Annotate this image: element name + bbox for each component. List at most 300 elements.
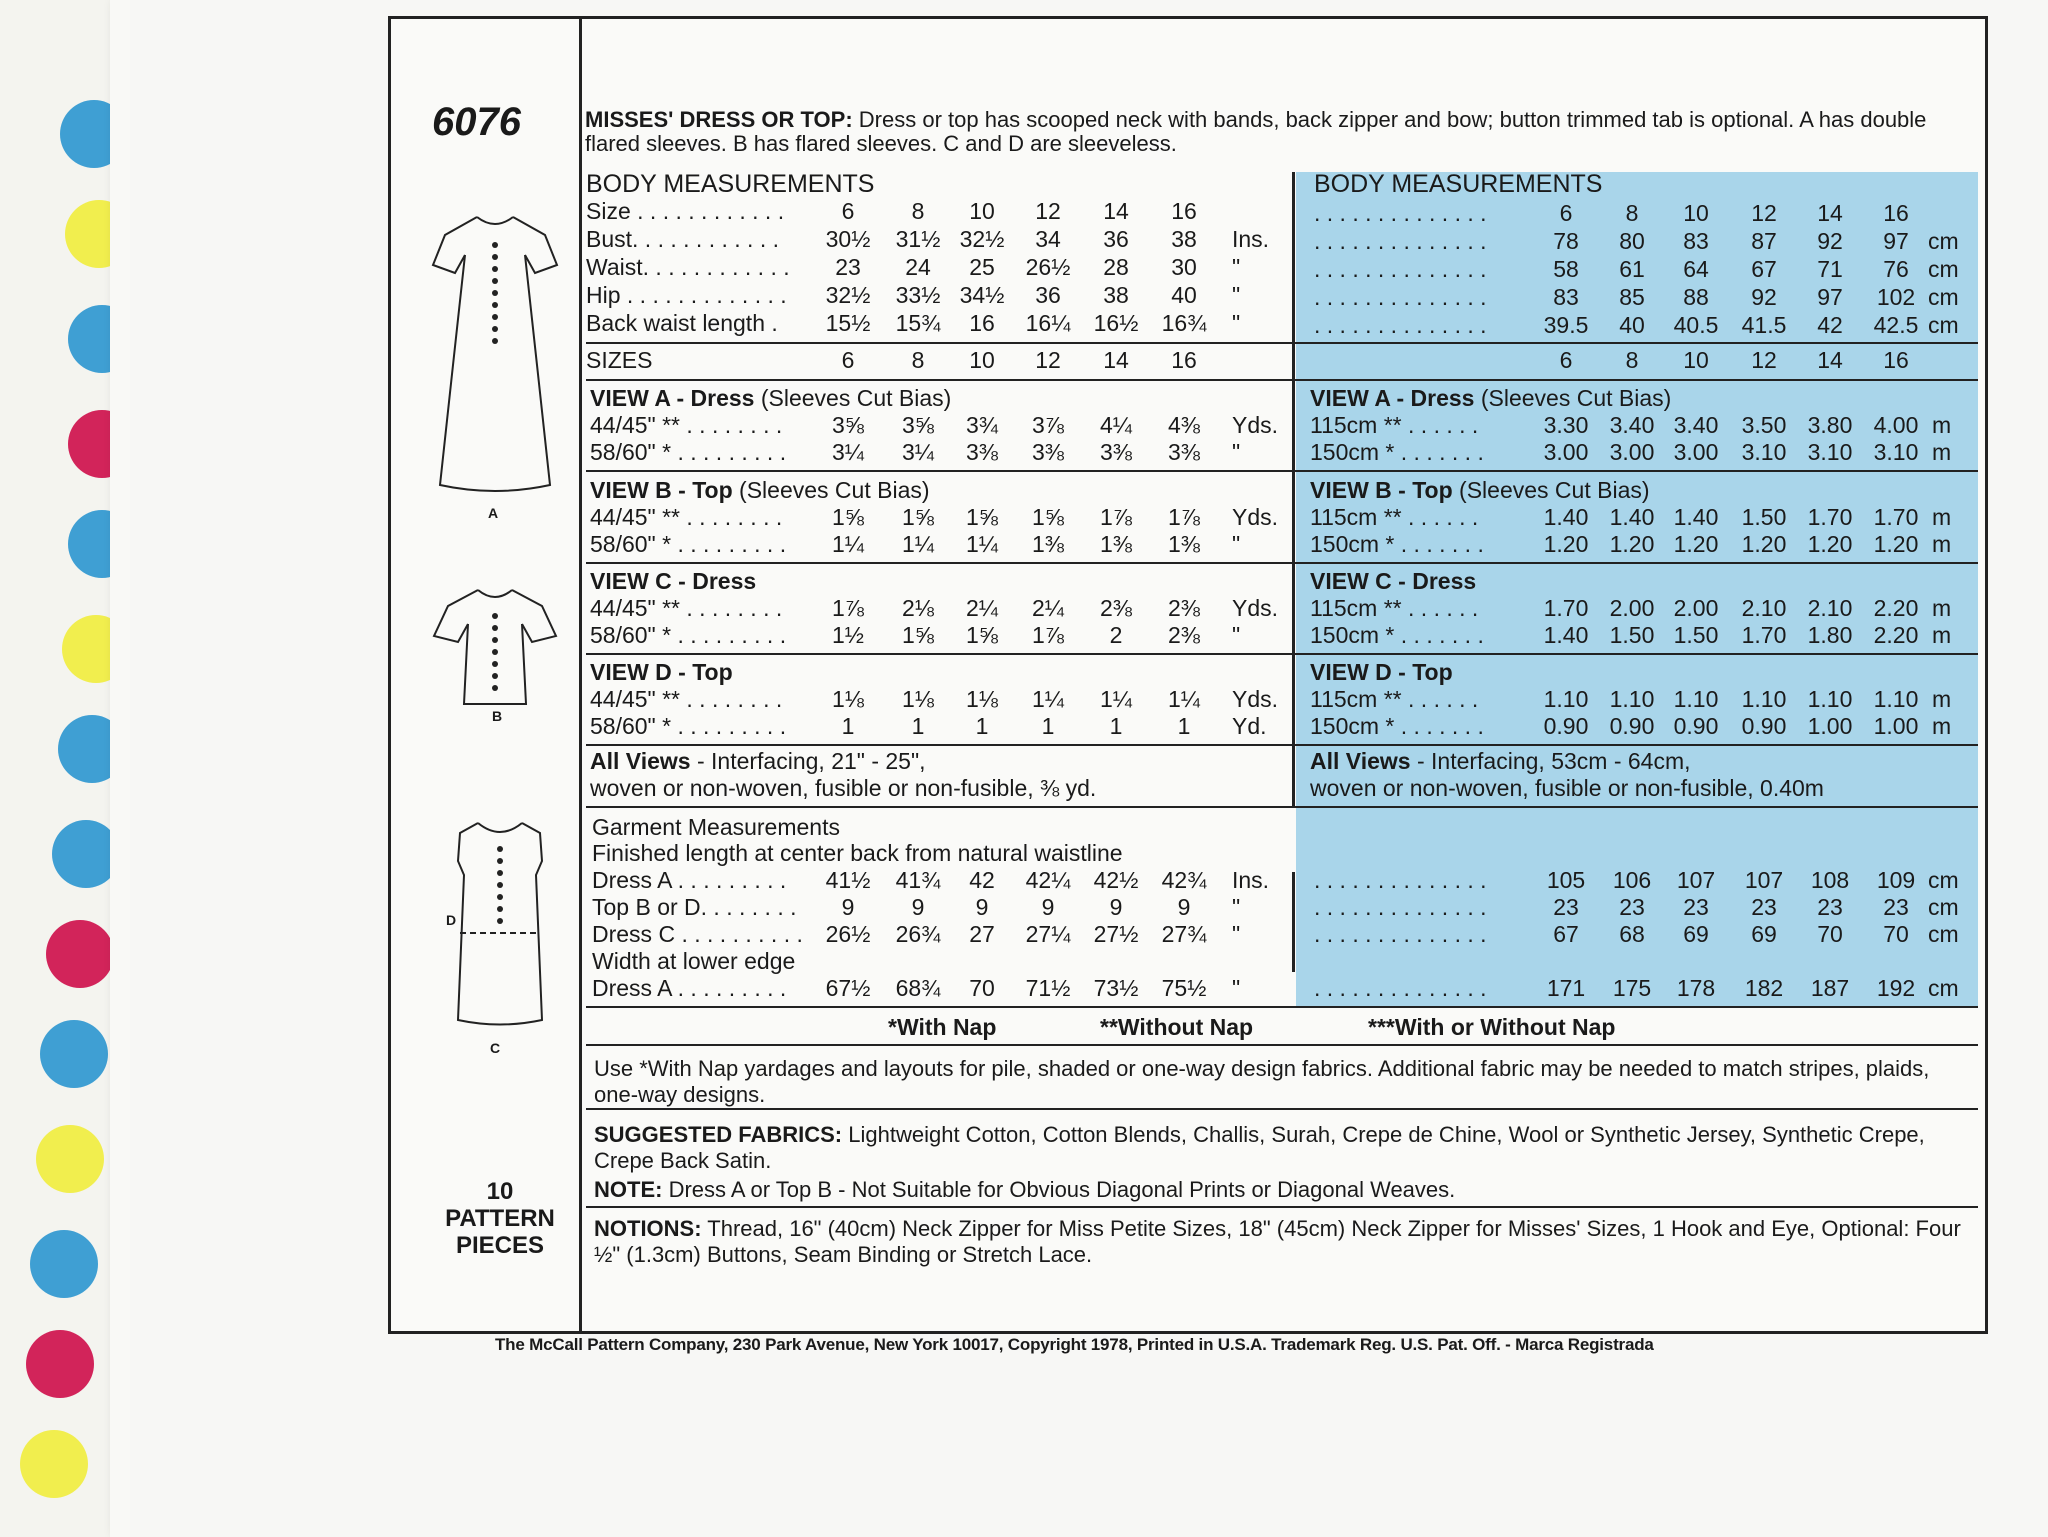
view-right-row: [0, 713, 2048, 740]
divider-notions: [586, 1206, 1978, 1208]
body-left-row-unit: Ins.: [1232, 226, 1270, 252]
garment-row-value: 41½: [825, 867, 871, 893]
garment-row-value: 71½: [1025, 975, 1071, 1001]
body-right-row-label: . . . . . . . . . . . . . .: [1314, 256, 1487, 282]
view-left-row-label: 44/45" ** . . . . . . . .: [590, 412, 783, 438]
body-left-row-value: 30: [1171, 254, 1197, 280]
body-left-row-value: 40: [1171, 282, 1197, 308]
view-left-row-value: 1¼: [1100, 686, 1132, 712]
view-right-row-value: 1.20: [1807, 531, 1853, 557]
garment-row-value: 9: [911, 894, 925, 920]
garment-row-label: Dress A . . . . . . . . .: [592, 867, 787, 893]
view-left-row-value: 1¼: [966, 531, 998, 557]
view-left-name: VIEW D - Top: [590, 659, 733, 685]
view-right-name: VIEW C - Dress: [1310, 568, 1477, 594]
body-right-row-value: 102: [1876, 284, 1916, 310]
view-left-row-value: 1⅞: [1032, 622, 1064, 648]
body-right-row-value: 41.5: [1741, 312, 1787, 338]
all-views-right-title: All Views: [1310, 748, 1411, 774]
body-right-row-value: 88: [1683, 284, 1709, 310]
view-left-title: [590, 477, 930, 504]
view-right-row-value: 3.80: [1807, 412, 1853, 438]
view-left-row-label: 58/60" * . . . . . . . . .: [590, 439, 787, 465]
body-right-row-value: 78: [1553, 228, 1579, 254]
view-left-row-value: 1⅝: [966, 622, 998, 648]
view-left-row-value: 1⅞: [1100, 504, 1132, 530]
color-dot: [20, 1430, 88, 1498]
body-right-row-value: 10: [1683, 200, 1709, 226]
garment-cm-row-value: 23: [1817, 894, 1843, 920]
garment-cm-row-value: 192: [1876, 975, 1916, 1001]
divider-view-0: [586, 470, 1978, 472]
view-right-row-label: 150cm * . . . . . . .: [1310, 713, 1484, 739]
view-left-name: VIEW C - Dress: [590, 568, 757, 594]
garment-cm-row-unit: cm: [1928, 975, 1959, 1001]
view-right-row: [0, 686, 2048, 713]
body-left-row-value: 33½: [895, 282, 941, 308]
garment-cm-row-value: 69: [1683, 921, 1709, 947]
view-right-row-label: 150cm * . . . . . . .: [1310, 439, 1484, 465]
view-left-row-unit: Yds.: [1232, 412, 1279, 438]
body-right-row-value: 83: [1683, 228, 1709, 254]
view-right-row-value: 1.20: [1741, 531, 1787, 557]
view-left-row-value: 1⅝: [1032, 504, 1064, 530]
view-right-note: (Sleeves Cut Bias): [1474, 385, 1672, 411]
garment-row-value: 42¾: [1161, 867, 1207, 893]
view-right-row-value: 1.70: [1807, 504, 1853, 530]
body-right-row-value: 40.5: [1673, 312, 1719, 338]
sizes-left-row-label: SIZES: [586, 347, 653, 373]
body-left-row-label: Waist. . . . . . . . . . . .: [586, 254, 790, 280]
garment-row-value: 27: [969, 921, 995, 947]
view-right-title: [1310, 568, 1476, 595]
body-left-row-unit: ": [1232, 310, 1241, 336]
sizes-right-row-value: 8: [1625, 347, 1639, 373]
view-right-row: [0, 622, 2048, 649]
view-left-note: (Sleeves Cut Bias): [754, 385, 952, 411]
description-title: MISSES' DRESS OR TOP:: [585, 107, 853, 132]
garment-row-value: 9: [1041, 894, 1055, 920]
body-left-title: BODY MEASUREMENTS: [586, 170, 875, 198]
view-right-row: [0, 595, 2048, 622]
body-right-row-value: 40: [1619, 312, 1645, 338]
view-left-row-value: 1⅜: [1032, 531, 1064, 557]
garment-cm-row-value: 187: [1810, 975, 1850, 1001]
garment-cm-row-value: 23: [1751, 894, 1777, 920]
body-left-row-value: 34: [1035, 226, 1061, 252]
garment-cm-row-label: . . . . . . . . . . . . . .: [1314, 975, 1487, 1001]
color-dot: [36, 1125, 104, 1193]
pieces-number: 10: [486, 1178, 514, 1205]
view-right-row-value: 2.10: [1807, 595, 1853, 621]
body-right-title: BODY MEASUREMENTS: [1314, 170, 1603, 198]
body-left-row-value: 23: [835, 254, 861, 280]
body-right-row-unit: cm: [1928, 256, 1959, 282]
body-left-row-value: 16½: [1093, 310, 1139, 336]
sizes-left-row-value: 16: [1171, 347, 1197, 373]
view-left-row-unit: ": [1232, 439, 1241, 465]
garment-row-value: 9: [1109, 894, 1123, 920]
view-right-row-value: 1.40: [1543, 504, 1589, 530]
view-left-row-value: 1⅝: [832, 504, 864, 530]
divider-view-2: [586, 653, 1978, 655]
body-right-row-value: 97: [1883, 228, 1909, 254]
garment-row-label: Top B or D. . . . . . . .: [592, 894, 797, 920]
all-views-left-text2: woven or non-woven, fusible or non-fusible, ⅜ yd.: [590, 775, 1097, 801]
body-right-row-value: 16: [1883, 200, 1909, 226]
view-left-row-value: 2¼: [1032, 595, 1064, 621]
view-right-row-value: 1.20: [1609, 531, 1655, 557]
view-right-row-value: 1.20: [1873, 531, 1919, 557]
view-left-row-value: 3⅜: [966, 439, 998, 465]
body-left-row-value: 16: [1171, 198, 1197, 224]
view-left-row-value: 1⅛: [902, 686, 934, 712]
view-right-row: [0, 412, 2048, 439]
garment-row-value: 42¼: [1025, 867, 1071, 893]
view-right-name: VIEW D - Top: [1310, 659, 1453, 685]
view-left-row-value: 3⅝: [902, 412, 934, 438]
view-left-row-value: 1: [841, 713, 855, 739]
view-right-row-unit: m: [1932, 504, 1952, 530]
sizes-left-row-value: 12: [1035, 347, 1061, 373]
body-right-row: [0, 228, 2048, 255]
view-left-row-label: 44/45" ** . . . . . . . .: [590, 686, 783, 712]
sizes-right-row-value: 14: [1817, 347, 1843, 373]
view-right-row-value: 3.30: [1543, 412, 1589, 438]
garment-cm-row-value: 178: [1676, 975, 1716, 1001]
body-right-row-value: 8: [1625, 200, 1639, 226]
body-right-row: [0, 256, 2048, 283]
body-right-row-value: 76: [1883, 256, 1909, 282]
view-left-row-value: 2⅜: [1100, 595, 1132, 621]
garment-cm-row-value: 107: [1744, 867, 1784, 893]
body-left-row-unit: ": [1232, 254, 1241, 280]
garment-cm-row: [0, 975, 2048, 1002]
garment-title: Garment Measurements: [592, 814, 840, 840]
body-left-row-value: 16¾: [1161, 310, 1207, 336]
garment-cm-row-value: 23: [1683, 894, 1709, 920]
view-left-row-value: 1⅜: [1100, 531, 1132, 557]
body-left-row-value: 34½: [959, 282, 1005, 308]
view-right-row-value: 4.00: [1873, 412, 1919, 438]
view-right-row-value: 0.90: [1673, 713, 1719, 739]
divider-views: [586, 379, 1978, 381]
view-right-row-value: 2.00: [1673, 595, 1719, 621]
view-left-title: [590, 568, 756, 595]
view-right-row-value: 3.40: [1673, 412, 1719, 438]
view-right-row: [0, 439, 2048, 466]
view-left-row-value: 3⅞: [1032, 412, 1064, 438]
body-right-row-value: 42.5: [1873, 312, 1919, 338]
view-left-row-value: 3⅜: [1100, 439, 1132, 465]
view-right-row-value: 2.20: [1873, 595, 1919, 621]
body-right-row-value: 87: [1751, 228, 1777, 254]
garment-cm-row: [0, 894, 2048, 921]
view-left-row-label: 44/45" ** . . . . . . . .: [590, 595, 783, 621]
body-right-row-value: 12: [1751, 200, 1777, 226]
garment-row-value: 73½: [1093, 975, 1139, 1001]
divider-use: [586, 1044, 1978, 1046]
body-left-row-value: 25: [969, 254, 995, 280]
garment-cm-row-label: . . . . . . . . . . . . . .: [1314, 867, 1487, 893]
view-right-row-value: 1.20: [1543, 531, 1589, 557]
view-left-name: VIEW B - Top: [590, 477, 733, 503]
body-right-row-value: 92: [1751, 284, 1777, 310]
garment-cm-row-value: 108: [1810, 867, 1850, 893]
notions-title: NOTIONS:: [594, 1216, 702, 1241]
garment-row-value: 41¾: [895, 867, 941, 893]
view-right-row-value: 0.90: [1609, 713, 1655, 739]
garment-cm-row-value: 107: [1676, 867, 1716, 893]
body-right-row-value: 61: [1619, 256, 1645, 282]
sizes-right-row-value: 6: [1559, 347, 1573, 373]
body-left-row-value: 28: [1103, 254, 1129, 280]
metric-divider: [1292, 172, 1295, 808]
sizes-left-row-value: 6: [841, 347, 855, 373]
note-block: [594, 1177, 1966, 1203]
view-left-row-value: 1⅛: [832, 686, 864, 712]
body-right-row: [0, 284, 2048, 311]
garment-cm-row-value: 23: [1619, 894, 1645, 920]
body-right-row-value: 6: [1559, 200, 1573, 226]
garment-cm-row-label: . . . . . . . . . . . . . .: [1314, 921, 1487, 947]
view-left-row-value: 1: [911, 713, 925, 739]
garment-cm-row: [0, 921, 2048, 948]
view-right-row-label: 115cm ** . . . . . .: [1310, 595, 1479, 621]
garment-row-unit: ": [1232, 975, 1241, 1001]
view-left-row-value: 1⅝: [966, 504, 998, 530]
garment-cm-row-value: 23: [1553, 894, 1579, 920]
garment-cm-row-value: 105: [1546, 867, 1586, 893]
view-right-row-unit: m: [1932, 412, 1952, 438]
view-right-row-value: 1.70: [1873, 504, 1919, 530]
view-left-row-value: 1¼: [832, 531, 864, 557]
view-right-row-value: 0.90: [1543, 713, 1589, 739]
body-right-row-value: 92: [1817, 228, 1843, 254]
sizes-right-row-value: 12: [1751, 347, 1777, 373]
garment-cm-row-value: 68: [1619, 921, 1645, 947]
garment-cm-row-value: 69: [1751, 921, 1777, 947]
body-right-row-value: 14: [1817, 200, 1843, 226]
view-left-row-value: 1⅛: [966, 686, 998, 712]
body-right-row-value: 58: [1553, 256, 1579, 282]
note-title: NOTE:: [594, 1177, 663, 1202]
sizes-left-row-value: 10: [969, 347, 995, 373]
body-left-row-value: 38: [1171, 226, 1197, 252]
color-dot: [40, 1020, 108, 1088]
garment-row-value: 75½: [1161, 975, 1207, 1001]
divider-garment: [586, 806, 1978, 808]
garment-row-value: 42: [969, 867, 995, 893]
view-left-row-label: 44/45" ** . . . . . . . .: [590, 504, 783, 530]
view-right-row-value: 1.70: [1543, 595, 1589, 621]
fabrics-block: [594, 1122, 1966, 1174]
pattern-number: 6076: [432, 100, 521, 144]
body-left-row-unit: ": [1232, 282, 1241, 308]
view-right-row-value: 3.00: [1543, 439, 1589, 465]
view-right-row-value: 1.10: [1673, 686, 1719, 712]
view-left-row-value: 3¼: [832, 439, 864, 465]
fabrics-text: Lightweight Cotton, Cotton Blends, Challis, Surah, Crepe de Chine, Wool or Synthetic Jersey, Synthetic Crepe, Crepe Back Satin.: [594, 1122, 1925, 1173]
body-left-row-label: Hip . . . . . . . . . . . . .: [586, 282, 787, 308]
view-left-row-value: 3¾: [966, 412, 998, 438]
sizes-right-row: [0, 347, 2048, 374]
garment-cm-row-unit: cm: [1928, 867, 1959, 893]
sizes-right-row-value: 16: [1883, 347, 1909, 373]
garment-cm-row-value: 70: [1817, 921, 1843, 947]
view-right-row-value: 3.50: [1741, 412, 1787, 438]
view-right-row-label: 115cm ** . . . . . .: [1310, 504, 1479, 530]
description-text: Dress or top has scooped neck with bands, back zipper and bow; button trimmed tab is optional. A has double flared sleeves. B has flared sleeves. C and D are sleeveless.: [585, 107, 1927, 156]
garment-cm-row-unit: cm: [1928, 894, 1959, 920]
garment-cm-row-value: 23: [1883, 894, 1909, 920]
garment-row-unit: ": [1232, 894, 1241, 920]
garment-cm-row-value: 67: [1553, 921, 1579, 947]
view-right-row-value: 1.10: [1807, 686, 1853, 712]
body-right-row-value: 42: [1817, 312, 1843, 338]
view-left-row-value: 4⅜: [1168, 412, 1200, 438]
view-c-label: C: [490, 1040, 501, 1056]
view-right-note: (Sleeves Cut Bias): [1452, 477, 1650, 503]
body-left-row-label: Back waist length .: [586, 310, 778, 336]
view-right-row-value: 0.90: [1741, 713, 1787, 739]
view-right-row-unit: m: [1932, 686, 1952, 712]
view-right-row-value: 1.00: [1873, 713, 1919, 739]
view-right-row-label: 115cm ** . . . . . .: [1310, 686, 1479, 712]
fabrics-title: SUGGESTED FABRICS:: [594, 1122, 843, 1147]
color-dot: [26, 1330, 94, 1398]
view-left-row-unit: Yds.: [1232, 595, 1279, 621]
body-left-row-value: 15½: [825, 310, 871, 336]
view-left-row-unit: ": [1232, 622, 1241, 648]
garment-row-value: 70: [969, 975, 995, 1001]
view-right-row-label: 150cm * . . . . . . .: [1310, 622, 1484, 648]
body-right-row: [0, 312, 2048, 339]
view-left-row-label: 58/60" * . . . . . . . . .: [590, 531, 787, 557]
garment-row-unit: ": [1232, 921, 1241, 947]
garment-cm-row-value: 109: [1876, 867, 1916, 893]
body-left-row-value: 16: [969, 310, 995, 336]
view-left-row-value: 1: [1177, 713, 1191, 739]
view-left-row-value: 4¼: [1100, 412, 1132, 438]
garment-row-value: 26½: [825, 921, 871, 947]
nap-without: **Without Nap: [1100, 1014, 1254, 1040]
view-left-row-value: 1¼: [902, 531, 934, 557]
garment-cm-row-value: 70: [1883, 921, 1909, 947]
view-d-label: D: [446, 912, 457, 928]
view-left-name: VIEW A - Dress: [590, 385, 755, 411]
view-right-name: VIEW A - Dress: [1310, 385, 1475, 411]
view-right-row-value: 3.40: [1609, 412, 1655, 438]
body-right-row-value: 83: [1553, 284, 1579, 310]
body-left-row-value: 31½: [895, 226, 941, 252]
view-right-row-value: 1.40: [1609, 504, 1655, 530]
all-views-left-title: All Views: [590, 748, 691, 774]
view-right-row: [0, 504, 2048, 531]
view-left-row-value: 1⅝: [902, 622, 934, 648]
all-views-right-text2: woven or non-woven, fusible or non-fusible, 0.40m: [1310, 775, 1824, 801]
view-left-row-value: 3⅜: [1032, 439, 1064, 465]
body-right-row-unit: cm: [1928, 228, 1959, 254]
view-left-row-value: 1: [975, 713, 989, 739]
view-right-row-value: 3.10: [1807, 439, 1853, 465]
body-left-row-value: 26½: [1025, 254, 1071, 280]
divider-fabrics: [586, 1108, 1978, 1110]
body-right-row-label: . . . . . . . . . . . . . .: [1314, 200, 1487, 226]
view-right-row-value: 3.00: [1609, 439, 1655, 465]
view-right-title: [1310, 477, 1650, 504]
nap-with: *With Nap: [888, 1014, 997, 1040]
view-left-title: [590, 385, 951, 412]
view-right-row-value: 1.50: [1609, 622, 1655, 648]
garment-row-value: 27½: [1093, 921, 1139, 947]
view-b-label: B: [492, 708, 503, 724]
body-left-row-value: 6: [841, 198, 855, 224]
nap-note: Use *With Nap yardages and layouts for pile, shaded or one-way design fabrics. Additional fabric may be needed to match stripes, plaids, one-way designs.: [594, 1056, 1930, 1107]
view-right-row-value: 1.10: [1741, 686, 1787, 712]
view-left-row-unit: Yd.: [1232, 713, 1267, 739]
body-left-row-value: 36: [1035, 282, 1061, 308]
view-left-row-value: 1⅞: [1168, 504, 1200, 530]
view-right-row-unit: m: [1932, 439, 1952, 465]
view-right-row-value: 2.10: [1741, 595, 1787, 621]
view-right-row-value: 1.40: [1673, 504, 1719, 530]
view-right-row-value: 1.50: [1673, 622, 1719, 648]
pattern-pieces-count: [420, 1178, 580, 1259]
view-right-row-value: 1.20: [1673, 531, 1719, 557]
view-left-row-value: 1¼: [1032, 686, 1064, 712]
view-right-row-value: 3.10: [1873, 439, 1919, 465]
garment-row-label: Dress A . . . . . . . . .: [592, 975, 787, 1001]
view-left-row-value: 3¼: [902, 439, 934, 465]
pieces-line1: PATTERN: [445, 1205, 555, 1232]
view-right-row-value: 3.00: [1673, 439, 1719, 465]
view-right-row-unit: m: [1932, 713, 1952, 739]
view-right-row-unit: m: [1932, 531, 1952, 557]
garment-row-value: 9: [841, 894, 855, 920]
body-right-row-label: . . . . . . . . . . . . . .: [1314, 284, 1487, 310]
garment-cm-row-unit: cm: [1928, 921, 1959, 947]
view-right-row-label: 115cm ** . . . . . .: [1310, 412, 1479, 438]
notions-block: [594, 1216, 1966, 1268]
body-right-row-unit: cm: [1928, 312, 1959, 338]
all-views-right: [1310, 748, 1691, 775]
view-left-row-value: 1¼: [1168, 686, 1200, 712]
all-views-right-text1: - Interfacing, 53cm - 64cm,: [1410, 748, 1691, 774]
body-left-row-value: 38: [1103, 282, 1129, 308]
body-right-row-label: . . . . . . . . . . . . . .: [1314, 312, 1487, 338]
view-right-title: [1310, 385, 1671, 412]
garment-row-value: 27¾: [1161, 921, 1207, 947]
body-left-row-label: Size . . . . . . . . . . . .: [586, 198, 785, 224]
view-right-row-value: 1.10: [1609, 686, 1655, 712]
view-left-row-value: 2¼: [966, 595, 998, 621]
view-right-row-unit: m: [1932, 622, 1952, 648]
garment-cm-row-value: 171: [1546, 975, 1586, 1001]
body-left-row-value: 24: [905, 254, 931, 280]
note-text: Dress A or Top B - Not Suitable for Obvious Diagonal Prints or Diagonal Weaves.: [668, 1177, 1456, 1202]
body-left-row-value: 14: [1103, 198, 1129, 224]
garment-row-value: 67½: [825, 975, 871, 1001]
garment-cm-row-value: 106: [1612, 867, 1652, 893]
sizes-right-row-value: 10: [1683, 347, 1709, 373]
view-right-row-value: 2.20: [1873, 622, 1919, 648]
view-left-note: (Sleeves Cut Bias): [732, 477, 930, 503]
view-left-row-unit: ": [1232, 531, 1241, 557]
view-left-row-unit: Yds.: [1232, 504, 1279, 530]
divider-view-3: [586, 744, 1978, 746]
view-left-title: [590, 659, 733, 686]
